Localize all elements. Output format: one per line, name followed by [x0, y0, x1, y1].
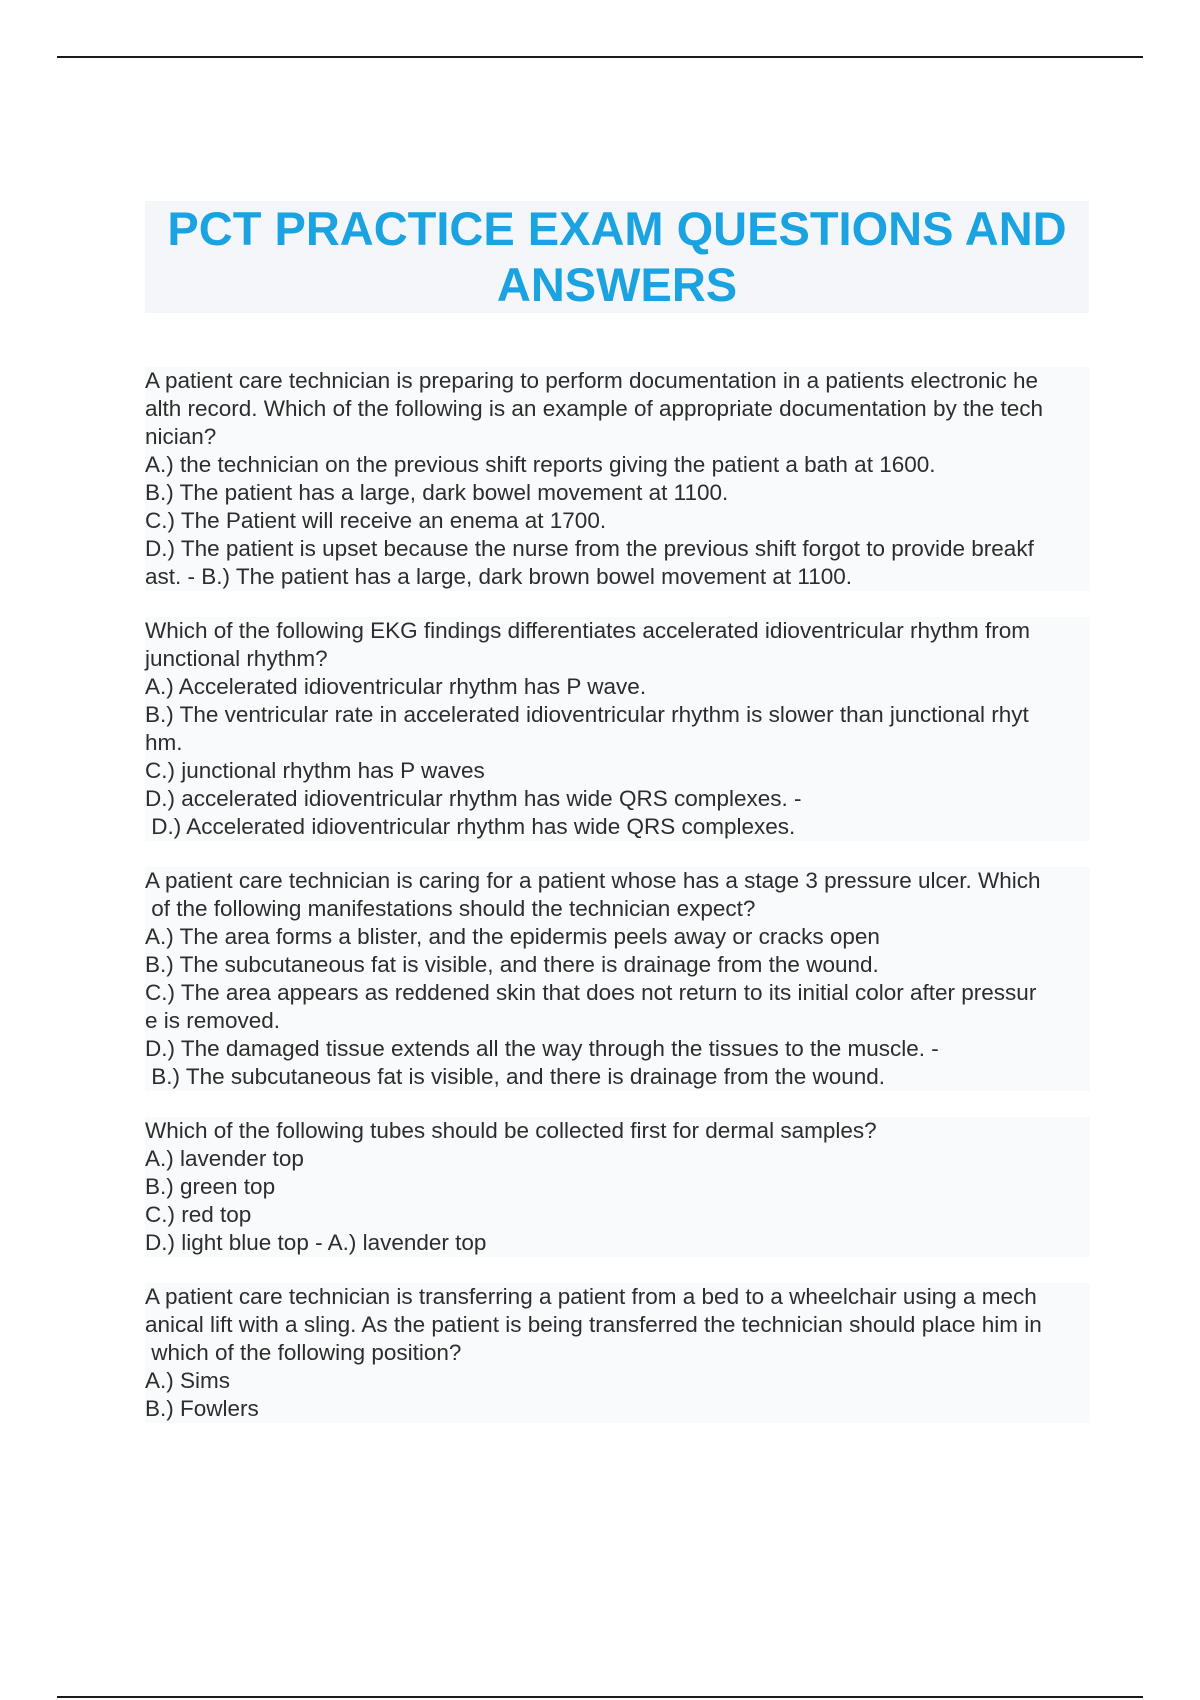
text-line: A patient care technician is transferring a patient from a bed to a wheelchair using a mech — [145, 1283, 1090, 1311]
text-line: B.) The subcutaneous fat is visible, and there is drainage from the wound. — [145, 951, 1090, 979]
questions-list — [145, 367, 1090, 1449]
text-line: alth record. Which of the following is an example of appropriate documentation by the tech — [145, 395, 1090, 423]
text-line: D.) The patient is upset because the nurse from the previous shift forgot to provide breakf — [145, 535, 1090, 563]
text-line: e is removed. — [145, 1007, 1090, 1035]
top-rule — [57, 56, 1143, 58]
question-block — [145, 617, 1090, 841]
text-line: of the following manifestations should the technician expect? — [145, 895, 1090, 923]
bottom-rule — [57, 1696, 1143, 1698]
question-block — [145, 367, 1090, 591]
text-line: D.) light blue top - A.) lavender top — [145, 1229, 1090, 1257]
text-line: B.) green top — [145, 1173, 1090, 1201]
text-line: hm. — [145, 729, 1090, 757]
text-line: B.) The subcutaneous fat is visible, and there is drainage from the wound. — [145, 1063, 1090, 1091]
text-line: C.) junctional rhythm has P waves — [145, 757, 1090, 785]
text-line: A patient care technician is preparing to perform documentation in a patients electronic he — [145, 367, 1090, 395]
text-line: anical lift with a sling. As the patient is being transferred the technician should place him in — [145, 1311, 1090, 1339]
text-line: A.) the technician on the previous shift reports giving the patient a bath at 1600. — [145, 451, 1090, 479]
text-line: which of the following position? — [145, 1339, 1090, 1367]
text-line: Which of the following tubes should be collected first for dermal samples? — [145, 1117, 1090, 1145]
text-line: junctional rhythm? — [145, 645, 1090, 673]
text-line: nician? — [145, 423, 1090, 451]
text-line: D.) Accelerated idioventricular rhythm has wide QRS complexes. — [145, 813, 1090, 841]
page-title: PCT PRACTICE EXAM QUESTIONS AND ANSWERS — [167, 202, 1067, 311]
text-line: A.) Accelerated idioventricular rhythm has P wave. — [145, 673, 1090, 701]
text-line: C.) red top — [145, 1201, 1090, 1229]
title-banner — [145, 201, 1089, 313]
text-line: D.) The damaged tissue extends all the way through the tissues to the muscle. - — [145, 1035, 1090, 1063]
text-line: A.) Sims — [145, 1367, 1090, 1395]
text-line: B.) Fowlers — [145, 1395, 1090, 1423]
question-block — [145, 1283, 1090, 1423]
text-line: A.) The area forms a blister, and the epidermis peels away or cracks open — [145, 923, 1090, 951]
question-block — [145, 867, 1090, 1091]
text-line: ast. - B.) The patient has a large, dark brown bowel movement at 1100. — [145, 563, 1090, 591]
text-line: B.) The ventricular rate in accelerated idioventricular rhythm is slower than junctional rhyt — [145, 701, 1090, 729]
text-line: D.) accelerated idioventricular rhythm has wide QRS complexes. - — [145, 785, 1090, 813]
text-line: Which of the following EKG findings differentiates accelerated idioventricular rhythm from — [145, 617, 1090, 645]
text-line: C.) The Patient will receive an enema at 1700. — [145, 507, 1090, 535]
text-line: C.) The area appears as reddened skin that does not return to its initial color after pressur — [145, 979, 1090, 1007]
text-line: B.) The patient has a large, dark bowel movement at 1100. — [145, 479, 1090, 507]
question-block — [145, 1117, 1090, 1257]
text-line: A patient care technician is caring for a patient whose has a stage 3 pressure ulcer. Which — [145, 867, 1090, 895]
text-line: A.) lavender top — [145, 1145, 1090, 1173]
